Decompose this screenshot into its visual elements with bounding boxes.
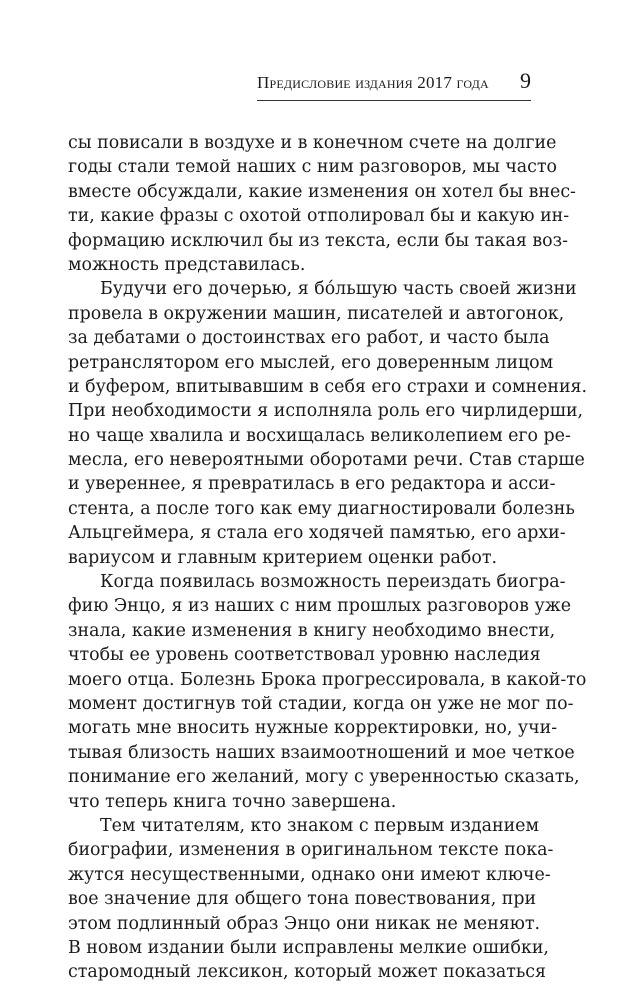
text-line: вое значение для общего тона повествования, при	[68, 889, 537, 910]
running-title: Предисловие издания 2017 года	[257, 73, 489, 92]
text-line: могать мне вносить нужные корректировки, но, учи-	[68, 718, 558, 739]
text-line: но чаще хвалила и восхищалась великолепием его ре-	[68, 425, 571, 446]
text-line: и буфером, впитывавшим в себя его страхи и сомнения.	[68, 376, 588, 397]
text-line: старомодный лексикон, который может показаться	[68, 962, 547, 983]
running-header	[257, 70, 531, 101]
paragraph	[68, 131, 576, 277]
text-line: что теперь книга точно завершена.	[68, 791, 397, 812]
text-line: знала, какие изменения в книгу необходимо внести,	[68, 620, 556, 641]
text-line: сы повисали в воздухе и в конечном счете на долгие	[68, 133, 557, 153]
text-line: Альцгеймера, я стала его ходячей памятью, его архи-	[68, 523, 566, 544]
text-line: чтобы ее уровень соответствовал уровню наследия	[68, 645, 541, 666]
text-line: тывая близость наших взаимоотношений и мое четкое	[68, 742, 575, 763]
text-line: месла, его невероятными оборотами речи. Став старше	[68, 450, 585, 471]
text-line: формацию исключил бы из текста, если бы такая воз-	[68, 230, 568, 251]
text-line: стента, а после того как ему диагностировали болезнь	[68, 498, 575, 519]
text-line: и увереннее, я превратилась в его редактора и асси-	[68, 474, 556, 495]
text-line: годы стали темой наших с ним разговоров, мы часто	[68, 157, 558, 178]
text-line: провела в окружении машин, писателей и автогонок,	[68, 303, 565, 324]
text-line: ти, какие фразы с охотой отполировал бы и какую ин-	[68, 206, 570, 227]
text-line: Когда появилась возможность переиздать биогра-	[100, 572, 566, 593]
text-line: этом подлинный образ Энцо они никак не меняют.	[68, 913, 541, 934]
text-line: ретранслятором его мыслей, его доверенным лицом	[68, 352, 554, 373]
text-line: можность представилась.	[68, 254, 306, 275]
text-line: моего отца. Болезнь Брока прогрессировала, в какой-то	[68, 669, 587, 690]
paragraph	[68, 570, 587, 814]
page-number: 9	[520, 68, 531, 93]
text-line: Тем читателям, кто знаком с первым изданием	[100, 815, 539, 836]
text-line: вариусом и главным критерием оценки работ.	[68, 547, 497, 568]
paragraph	[68, 277, 588, 570]
text-line: жутся несущественными, однако они имеют ключе-	[68, 864, 551, 885]
text-line: понимание его желаний, могу с уверенностью сказать,	[68, 767, 580, 788]
text-line: При необходимости я исполняла роль его чирлидерши,	[68, 401, 584, 422]
text-body	[68, 131, 588, 985]
text-line: вместе обсуждали, какие изменения он хотел бы внес-	[68, 181, 576, 202]
text-line: фию Энцо, я из наших с ним прошлых разговоров уже	[68, 596, 571, 617]
text-line: момент достигнув той стадии, когда он уже не мог по-	[68, 693, 574, 714]
text-line: за дебатами о достоинствах его работ, и часто была	[68, 328, 550, 349]
text-line: Будучи его дочерью, я бо́льшую часть своей жизни	[100, 279, 577, 300]
paragraph	[68, 814, 554, 985]
text-line: биографии, изменения в оригинальном тексте пока-	[68, 840, 554, 861]
text-line: В новом издании были исправлены мелкие ошибки,	[68, 937, 549, 958]
